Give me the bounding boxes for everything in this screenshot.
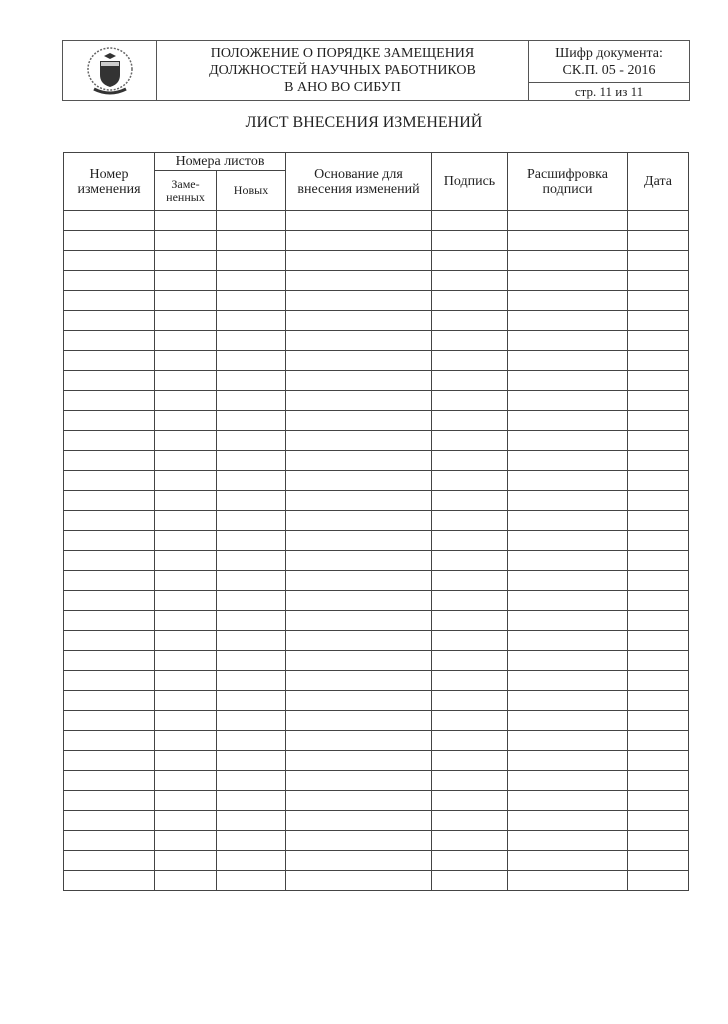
table-cell [432, 831, 508, 851]
table-cell [508, 271, 628, 291]
table-cell [155, 431, 217, 451]
table-cell [286, 571, 432, 591]
table-cell [628, 331, 689, 351]
table-cell [217, 771, 286, 791]
table-cell [628, 491, 689, 511]
table-cell [508, 591, 628, 611]
table-cell [508, 391, 628, 411]
table-row [64, 771, 689, 791]
table-cell [64, 771, 155, 791]
table-cell [64, 871, 155, 891]
sheet-title: ЛИСТ ВНЕСЕНИЯ ИЗМЕНЕНИЙ [245, 114, 483, 131]
table-cell [432, 791, 508, 811]
table-cell [286, 451, 432, 471]
table-cell [628, 791, 689, 811]
table-cell [286, 231, 432, 251]
table-cell [628, 211, 689, 231]
table-cell [155, 671, 217, 691]
table-row [64, 831, 689, 851]
table-cell [508, 491, 628, 511]
table-cell [286, 771, 432, 791]
table-cell [286, 791, 432, 811]
table-cell [155, 331, 217, 351]
table-cell [217, 431, 286, 451]
table-cell [628, 611, 689, 631]
table-cell [64, 811, 155, 831]
table-cell [432, 631, 508, 651]
table-cell [628, 851, 689, 871]
table-row [64, 671, 689, 691]
table-cell [286, 371, 432, 391]
table-cell [217, 511, 286, 531]
table-cell [155, 791, 217, 811]
table-cell [628, 711, 689, 731]
table-cell [432, 651, 508, 671]
table-cell [217, 731, 286, 751]
table-cell [628, 391, 689, 411]
table-cell [217, 831, 286, 851]
table-cell [628, 411, 689, 431]
table-cell [286, 871, 432, 891]
table-cell [286, 511, 432, 531]
table-cell [286, 431, 432, 451]
col-basis: Основание для внесения изменений [286, 153, 432, 211]
table-cell [508, 811, 628, 831]
table-cell [286, 351, 432, 371]
table-row [64, 791, 689, 811]
table-row [64, 231, 689, 251]
table-row [64, 451, 689, 471]
table-cell [64, 431, 155, 451]
table-row [64, 331, 689, 351]
table-row [64, 291, 689, 311]
table-cell [286, 411, 432, 431]
table-cell [155, 351, 217, 371]
table-cell [64, 571, 155, 591]
table-cell [432, 871, 508, 891]
table-cell [155, 771, 217, 791]
table-cell [628, 471, 689, 491]
table-cell [432, 771, 508, 791]
table-cell [628, 871, 689, 891]
table-cell [286, 531, 432, 551]
table-cell [628, 251, 689, 271]
table-cell [508, 751, 628, 771]
table-cell [64, 751, 155, 771]
table-cell [432, 611, 508, 631]
table-cell [155, 871, 217, 891]
table-cell [64, 731, 155, 751]
table-cell [432, 231, 508, 251]
table-cell [155, 531, 217, 551]
table-cell [628, 291, 689, 311]
document-title [157, 41, 529, 100]
table-cell [628, 591, 689, 611]
table-cell [432, 411, 508, 431]
table-cell [628, 271, 689, 291]
table-cell [217, 791, 286, 811]
table-cell [64, 291, 155, 311]
table-cell [286, 251, 432, 271]
table-cell [64, 451, 155, 471]
table-row [64, 411, 689, 431]
table-cell [217, 451, 286, 471]
table-row [64, 471, 689, 491]
table-cell [155, 271, 217, 291]
table-cell [508, 411, 628, 431]
col-number: Номер изменения [64, 153, 155, 211]
table-cell [628, 671, 689, 691]
table-cell [217, 811, 286, 831]
table-cell [64, 391, 155, 411]
table-cell [508, 771, 628, 791]
table-cell [155, 831, 217, 851]
table-cell [508, 671, 628, 691]
table-row [64, 871, 689, 891]
table-cell [64, 551, 155, 571]
table-cell [628, 631, 689, 651]
table-row [64, 251, 689, 271]
table-cell [64, 671, 155, 691]
table-cell [217, 351, 286, 371]
table-row [64, 211, 689, 231]
table-cell [508, 831, 628, 851]
table-cell [155, 731, 217, 751]
table-cell [155, 451, 217, 471]
table-cell [64, 691, 155, 711]
table-cell [628, 371, 689, 391]
table-cell [628, 811, 689, 831]
table-row [64, 731, 689, 751]
table-cell [217, 491, 286, 511]
table-cell [217, 671, 286, 691]
table-cell [508, 331, 628, 351]
table-cell [432, 471, 508, 491]
table-cell [155, 591, 217, 611]
table-cell [286, 591, 432, 611]
table-cell [432, 491, 508, 511]
table-row [64, 591, 689, 611]
table-cell [628, 691, 689, 711]
table-cell [508, 511, 628, 531]
table-cell [628, 311, 689, 331]
table-row [64, 271, 689, 291]
table-row [64, 571, 689, 591]
code-value: СК.П. 05 - 2016 [562, 63, 656, 78]
table-row [64, 811, 689, 831]
table-cell [217, 371, 286, 391]
col-new: Новых [217, 171, 286, 211]
table-cell [286, 391, 432, 411]
table-cell [155, 291, 217, 311]
table-cell [286, 311, 432, 331]
table-cell [64, 711, 155, 731]
table-cell [64, 331, 155, 351]
table-cell [217, 271, 286, 291]
table-cell [286, 331, 432, 351]
changes-table [63, 152, 689, 891]
table-cell [217, 231, 286, 251]
table-cell [628, 651, 689, 671]
col-signature: Подпись [432, 153, 508, 211]
table-cell [64, 831, 155, 851]
title-line: ПОЛОЖЕНИЕ О ПОРЯДКЕ ЗАМЕЩЕНИЯ [210, 46, 475, 61]
table-cell [155, 571, 217, 591]
table-cell [286, 491, 432, 511]
table-cell [628, 451, 689, 471]
table-cell [286, 731, 432, 751]
table-cell [508, 571, 628, 591]
table-cell [432, 391, 508, 411]
table-cell [217, 751, 286, 771]
table-cell [432, 671, 508, 691]
table-cell [155, 231, 217, 251]
table-cell [217, 651, 286, 671]
table-cell [217, 471, 286, 491]
table-cell [432, 811, 508, 831]
table-cell [217, 311, 286, 331]
table-row [64, 611, 689, 631]
table-cell [217, 611, 286, 631]
table-cell [432, 691, 508, 711]
table-cell [628, 831, 689, 851]
document-code [529, 41, 689, 83]
table-cell [432, 711, 508, 731]
table-cell [286, 291, 432, 311]
table-cell [64, 411, 155, 431]
table-cell [286, 691, 432, 711]
table-cell [155, 551, 217, 571]
table-cell [155, 211, 217, 231]
table-row [64, 751, 689, 771]
table-cell [64, 251, 155, 271]
table-cell [286, 211, 432, 231]
title-line: ДОЛЖНОСТЕЙ НАУЧНЫХ РАБОТНИКОВ [209, 63, 476, 78]
table-row [64, 371, 689, 391]
table-row [64, 511, 689, 531]
table-cell [286, 271, 432, 291]
table-cell [155, 851, 217, 871]
table-row [64, 391, 689, 411]
table-cell [508, 871, 628, 891]
table-cell [217, 551, 286, 571]
table-cell [432, 351, 508, 371]
table-cell [286, 711, 432, 731]
table-cell [286, 811, 432, 831]
table-cell [64, 271, 155, 291]
table-cell [286, 651, 432, 671]
table-cell [155, 811, 217, 831]
table-cell [432, 331, 508, 351]
table-cell [508, 431, 628, 451]
table-cell [64, 211, 155, 231]
table-cell [64, 491, 155, 511]
table-cell [432, 571, 508, 591]
table-row [64, 851, 689, 871]
table-cell [217, 571, 286, 591]
table-cell [432, 511, 508, 531]
table-cell [155, 391, 217, 411]
table-cell [155, 651, 217, 671]
table-cell [628, 351, 689, 371]
table-cell [217, 711, 286, 731]
table-cell [64, 231, 155, 251]
table-cell [217, 291, 286, 311]
table-row [64, 351, 689, 371]
table-row [64, 691, 689, 711]
table-cell [628, 531, 689, 551]
table-row [64, 711, 689, 731]
table-cell [432, 211, 508, 231]
table-cell [432, 851, 508, 871]
table-cell [432, 431, 508, 451]
table-cell [286, 631, 432, 651]
table-cell [64, 611, 155, 631]
table-cell [508, 251, 628, 271]
table-cell [217, 211, 286, 231]
table-cell [628, 751, 689, 771]
table-cell [217, 331, 286, 351]
table-cell [628, 431, 689, 451]
table-cell [286, 831, 432, 851]
table-cell [217, 411, 286, 431]
table-cell [64, 791, 155, 811]
table-cell [155, 711, 217, 731]
table-cell [508, 711, 628, 731]
university-emblem-icon [82, 45, 138, 97]
table-cell [286, 471, 432, 491]
table-cell [508, 291, 628, 311]
table-cell [286, 551, 432, 571]
table-cell [508, 211, 628, 231]
table-row [64, 311, 689, 331]
table-cell [628, 511, 689, 531]
table-cell [628, 771, 689, 791]
table-cell [628, 231, 689, 251]
table-cell [432, 311, 508, 331]
table-cell [508, 611, 628, 631]
logo-cell [63, 41, 157, 100]
table-cell [155, 311, 217, 331]
table-cell [217, 691, 286, 711]
table-cell [217, 531, 286, 551]
table-cell [432, 271, 508, 291]
table-cell [628, 571, 689, 591]
table-cell [508, 531, 628, 551]
table-cell [432, 591, 508, 611]
table-row [64, 431, 689, 451]
table-cell [628, 551, 689, 571]
table-cell [64, 511, 155, 531]
table-cell [432, 451, 508, 471]
table-cell [64, 631, 155, 651]
table-cell [508, 551, 628, 571]
title-line: В АНО ВО СИБУП [284, 80, 401, 95]
table-cell [628, 731, 689, 751]
table-cell [432, 371, 508, 391]
table-cell [508, 691, 628, 711]
col-replaced: Заме-ненных [155, 171, 217, 211]
table-cell [508, 371, 628, 391]
table-cell [432, 731, 508, 751]
table-cell [217, 851, 286, 871]
table-cell [286, 671, 432, 691]
table-cell [508, 451, 628, 471]
table-row [64, 491, 689, 511]
table-cell [432, 251, 508, 271]
table-row [64, 551, 689, 571]
table-cell [64, 651, 155, 671]
code-label: Шифр документа: [555, 46, 663, 61]
table-cell [432, 531, 508, 551]
table-cell [155, 751, 217, 771]
document-header [62, 40, 690, 101]
table-cell [217, 631, 286, 651]
table-cell [286, 851, 432, 871]
table-row [64, 651, 689, 671]
table-cell [64, 371, 155, 391]
table-cell [155, 491, 217, 511]
table-cell [64, 311, 155, 331]
table-cell [217, 251, 286, 271]
table-cell [432, 291, 508, 311]
table-row [64, 531, 689, 551]
table-cell [432, 551, 508, 571]
table-cell [508, 351, 628, 371]
table-cell [508, 851, 628, 871]
table-cell [508, 631, 628, 651]
table-cell [155, 471, 217, 491]
table-cell [64, 851, 155, 871]
table-cell [64, 531, 155, 551]
table-row [64, 631, 689, 651]
table-cell [217, 391, 286, 411]
table-cell [155, 411, 217, 431]
table-cell [155, 251, 217, 271]
page-number: стр. 11 из 11 [574, 84, 644, 99]
table-cell [217, 871, 286, 891]
table-cell [155, 611, 217, 631]
table-cell [155, 691, 217, 711]
col-sheets: Номера листов [155, 153, 286, 171]
table-cell [432, 751, 508, 771]
table-cell [286, 611, 432, 631]
table-cell [155, 511, 217, 531]
table-cell [286, 751, 432, 771]
table-cell [508, 791, 628, 811]
table-cell [155, 371, 217, 391]
table-cell [508, 471, 628, 491]
table-cell [508, 651, 628, 671]
table-cell [217, 591, 286, 611]
table-cell [64, 591, 155, 611]
table-cell [508, 311, 628, 331]
table-cell [64, 471, 155, 491]
col-decoding: Расшифровка подписи [508, 153, 628, 211]
table-cell [64, 351, 155, 371]
table-cell [508, 731, 628, 751]
table-cell [155, 631, 217, 651]
col-date: Дата [628, 153, 689, 211]
table-cell [508, 231, 628, 251]
